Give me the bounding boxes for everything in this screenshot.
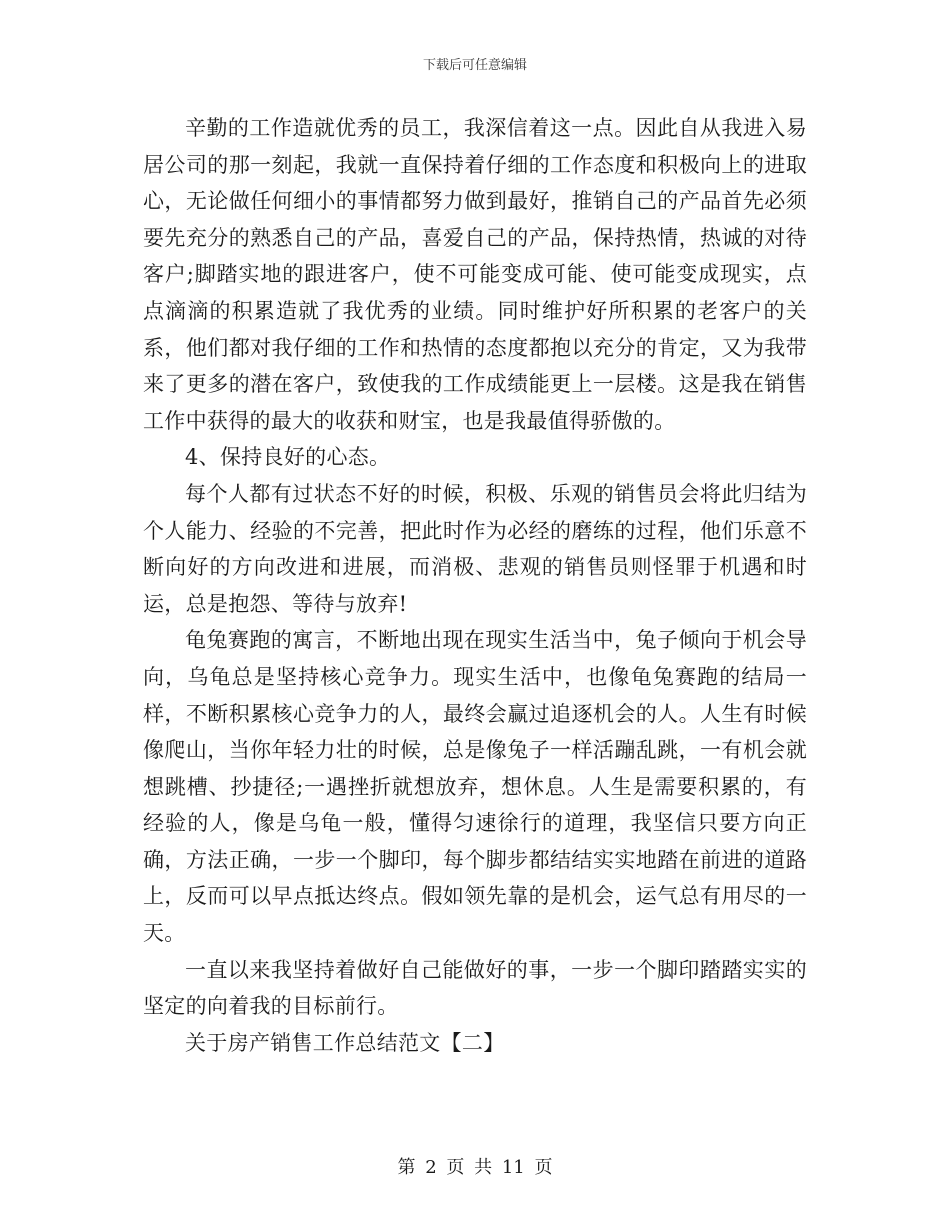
section-heading-mindset: 4、保持良好的心态。 [185,445,391,470]
section-title-part-two: 关于房产销售工作总结范文【二】 [185,1030,505,1055]
paragraph-step-by-step: 一直以来我坚持着做好自己能做好的事，一步一个脚印踏踏实实的坚定的向着我的目标前行。 [143,957,807,1019]
document-body [143,110,807,1061]
page-header: 下载后可任意编辑 [422,58,527,73]
page-footer: 第 2 页 共 11 页 [397,1157,553,1178]
paragraph-bad-times: 每个人都有过状态不好的时候，积极、乐观的销售员会将此归结为个人能力、经验的不完善，把此时作为必经的磨练的过程，他们乐意不断向好的方向改进和进展，而消极、悲观的销售员则怪罪于机遇和时运，总是抱怨、等待与放弃! [143,481,807,616]
paragraph-hard-work: 辛勤的工作造就优秀的员工，我深信着这一点。因此自从我进入易居公司的那一刻起，我就一直保持着仔细的工作态度和积极向上的进取心，无论做任何细小的事情都努力做到最好，推销自己的产品首先必须要先充分的熟悉自己的产品，喜爱自己的产品，保持热情，热诚的对待客户;脚踏实地的跟进客户，使不可能变成可能、使可能变成现实，点点滴滴的积累造就了我优秀的业绩。同时维护好所积累的老客户的关系，他们都对我仔细的工作和热情的态度都抱以充分的肯定，又为我带来了更多的潜在客户，致使我的工作成绩能更上一层楼。这是我在销售工作中获得的最大的收获和财宝，也是我最值得骄傲的。 [143,116,807,433]
paragraph-tortoise-hare: 龟兔赛跑的寓言，不断地出现在现实生活当中，兔子倾向于机会导向，乌龟总是坚持核心竞争力。现实生活中，也像龟兔赛跑的结局一样，不断积累核心竞争力的人，最终会赢过追逐机会的人。人生有时候像爬山，当你年轻力壮的时候，总是像兔子一样活蹦乱跳，一有机会就想跳槽、抄捷径;一遇挫折就想放弃，想休息。人生是需要积累的，有经验的人，像是乌龟一般，懂得匀速徐行的道理，我坚信只要方向正确，方法正确，一步一个脚印，每个脚步都结结实实地踏在前进的道路上，反而可以早点抵达终点。假如领先靠的是机会，运气总有用尽的一天。 [143,628,807,946]
